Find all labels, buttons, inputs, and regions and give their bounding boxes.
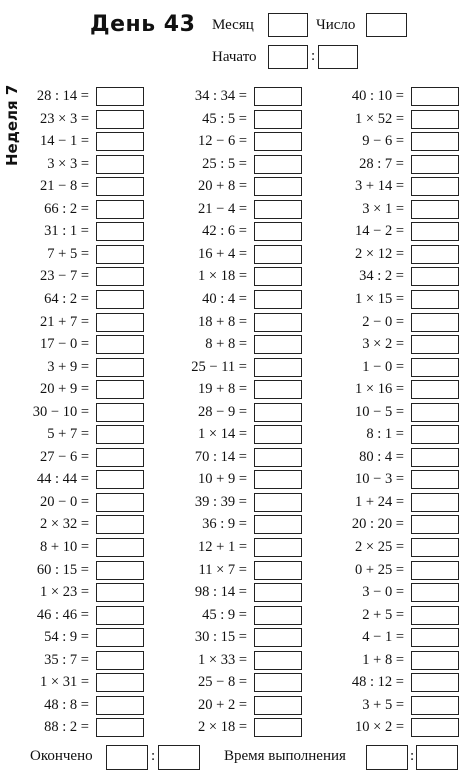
answer-box[interactable]	[411, 583, 459, 602]
problem-expression: 20 : 20 =	[351, 516, 404, 533]
answer-box[interactable]	[411, 132, 459, 151]
answer-box[interactable]	[411, 606, 459, 625]
problem-expression: 5 + 7 =	[47, 426, 89, 443]
answer-box[interactable]	[411, 651, 459, 670]
problem-expression: 48 : 8 =	[44, 696, 89, 713]
problem-expression: 70 : 14 =	[194, 448, 247, 465]
duration-minutes-field[interactable]	[416, 745, 458, 770]
answer-box[interactable]	[411, 87, 459, 106]
date-field[interactable]	[366, 13, 407, 37]
started-label: Начато	[212, 49, 257, 65]
problem-expression: 44 : 44 =	[36, 471, 89, 488]
answer-box[interactable]	[411, 673, 459, 692]
problem-expression: 1 × 52 =	[355, 110, 404, 127]
answer-box[interactable]	[96, 358, 144, 377]
answer-box[interactable]	[411, 290, 459, 309]
answer-box[interactable]	[254, 335, 302, 354]
answer-box[interactable]	[411, 222, 459, 241]
problem-expression: 3 + 5 =	[362, 696, 404, 713]
answer-box[interactable]	[254, 403, 302, 422]
answer-box[interactable]	[411, 313, 459, 332]
answer-box[interactable]	[254, 177, 302, 196]
problem-expression: 8 + 10 =	[40, 539, 89, 555]
problem-expression: 28 : 14 =	[36, 88, 89, 104]
problem-expression: 14 − 2 =	[355, 223, 404, 240]
problem-expression: 25 − 8 =	[198, 674, 247, 691]
answer-box[interactable]	[96, 583, 144, 602]
problem-expression: 1 × 18 =	[198, 268, 247, 285]
answer-box[interactable]	[411, 335, 459, 354]
problem-expression: 10 − 3 =	[355, 471, 404, 488]
problem-expression: 7 + 5 =	[47, 245, 89, 262]
answer-box[interactable]	[96, 335, 144, 354]
answer-box[interactable]	[96, 403, 144, 422]
month-label: Месяц	[212, 17, 254, 33]
answer-box[interactable]	[96, 313, 144, 332]
problem-expression: 60 : 15 =	[36, 561, 89, 578]
started-colon: :	[311, 48, 316, 64]
finished-hours-field[interactable]	[106, 745, 148, 770]
problem-expression: 2 × 12 =	[355, 245, 404, 262]
problem-expression: 3 + 14 =	[355, 178, 404, 195]
answer-box[interactable]	[411, 110, 459, 129]
problem-expression: 10 − 5 =	[355, 403, 404, 420]
problem-expression: 12 + 1 =	[198, 539, 247, 555]
answer-box[interactable]	[254, 313, 302, 332]
problem-expression: 66 : 2 =	[44, 200, 89, 217]
answer-box[interactable]	[411, 200, 459, 219]
problem-expression: 34 : 2 =	[359, 268, 404, 285]
problem-expression: 46 : 46 =	[36, 606, 89, 623]
problem-expression: 64 : 2 =	[44, 290, 89, 307]
answer-box[interactable]	[411, 718, 459, 737]
problem-expression: 88 : 2 =	[44, 719, 89, 736]
problem-expression: 2 + 5 =	[362, 606, 404, 623]
answer-box[interactable]	[411, 403, 459, 422]
date-label: Число	[316, 17, 356, 33]
answer-box[interactable]	[411, 628, 459, 647]
answer-box[interactable]	[254, 110, 302, 129]
problem-expression: 28 : 7 =	[359, 155, 404, 172]
problem-expression: 10 × 2 =	[355, 719, 404, 736]
answer-box[interactable]	[411, 493, 459, 512]
answer-box[interactable]	[254, 696, 302, 715]
problem-expression: 98 : 14 =	[194, 584, 247, 601]
duration-hours-field[interactable]	[366, 745, 408, 770]
answer-box[interactable]	[411, 380, 459, 399]
problem-expression: 3 × 2 =	[362, 336, 404, 353]
problem-expression: 23 − 7 =	[40, 268, 89, 285]
problem-expression: 40 : 10 =	[351, 88, 404, 104]
answer-box[interactable]	[411, 696, 459, 715]
problem-expression: 1 × 14 =	[198, 426, 247, 443]
problem-expression: 2 − 0 =	[362, 313, 404, 330]
answer-box[interactable]	[96, 673, 144, 692]
problem-expression: 36 : 9 =	[202, 516, 247, 533]
answer-box[interactable]	[254, 267, 302, 286]
finished-minutes-field[interactable]	[158, 745, 200, 770]
answer-box[interactable]	[254, 448, 302, 467]
problem-expression: 27 − 6 =	[40, 448, 89, 465]
answer-box[interactable]	[411, 358, 459, 377]
problem-expression: 20 + 8 =	[198, 178, 247, 195]
problem-expression: 19 + 8 =	[198, 381, 247, 398]
problem-expression: 21 − 4 =	[198, 200, 247, 217]
answer-box[interactable]	[411, 245, 459, 264]
problem-expression: 3 + 9 =	[47, 358, 89, 375]
problem-expression: 35 : 7 =	[44, 651, 89, 668]
problem-expression: 3 × 1 =	[362, 200, 404, 217]
answer-box[interactable]	[411, 155, 459, 174]
problem-expression: 28 − 9 =	[198, 403, 247, 420]
answer-box[interactable]	[254, 245, 302, 264]
problem-expression: 30 : 15 =	[194, 629, 247, 646]
problem-expression: 54 : 9 =	[44, 629, 89, 646]
answer-box[interactable]	[96, 132, 144, 151]
problem-expression: 20 − 0 =	[40, 493, 89, 510]
problem-expression: 1 × 16 =	[355, 381, 404, 398]
problem-expression: 40 : 4 =	[202, 290, 247, 307]
problem-expression: 3 − 0 =	[362, 584, 404, 601]
month-field[interactable]	[268, 13, 308, 37]
problem-expression: 20 + 9 =	[40, 381, 89, 398]
problem-expression: 34 : 34 =	[194, 88, 247, 104]
answer-box[interactable]	[96, 110, 144, 129]
problem-expression: 1 − 0 =	[362, 358, 404, 375]
answer-box[interactable]	[96, 222, 144, 241]
problem-expression: 45 : 5 =	[202, 110, 247, 127]
problem-expression: 1 × 15 =	[355, 290, 404, 307]
answer-box[interactable]	[411, 425, 459, 444]
answer-box[interactable]	[411, 515, 459, 534]
problem-expression: 2 × 18 =	[198, 719, 247, 736]
answer-box[interactable]	[96, 470, 144, 489]
answer-box[interactable]	[411, 470, 459, 489]
problem-expression: 8 : 1 =	[366, 426, 404, 443]
answer-box[interactable]	[254, 493, 302, 512]
answer-box[interactable]	[254, 651, 302, 670]
problem-expression: 16 + 4 =	[198, 245, 247, 262]
answer-box[interactable]	[96, 696, 144, 715]
problem-expression: 1 × 31 =	[40, 674, 89, 691]
answer-box[interactable]	[96, 200, 144, 219]
answer-box[interactable]	[96, 606, 144, 625]
answer-box[interactable]	[254, 538, 302, 557]
answer-box[interactable]	[96, 380, 144, 399]
problem-expression: 31 : 1 =	[44, 223, 89, 240]
answer-box[interactable]	[254, 470, 302, 489]
problem-expression: 17 − 0 =	[40, 336, 89, 353]
problem-expression: 12 − 6 =	[198, 133, 247, 150]
answer-box[interactable]	[254, 358, 302, 377]
answer-box[interactable]	[254, 87, 302, 106]
answer-box[interactable]	[96, 245, 144, 264]
problem-expression: 21 + 7 =	[40, 313, 89, 330]
answer-box[interactable]	[254, 515, 302, 534]
problem-expression: 45 : 9 =	[202, 606, 247, 623]
problem-expression: 42 : 6 =	[202, 223, 247, 240]
answer-box[interactable]	[254, 425, 302, 444]
answer-box[interactable]	[96, 651, 144, 670]
problem-expression: 80 : 4 =	[359, 448, 404, 465]
answer-box[interactable]	[96, 493, 144, 512]
answer-box[interactable]	[254, 561, 302, 580]
answer-box[interactable]	[411, 267, 459, 286]
answer-box[interactable]	[96, 628, 144, 647]
answer-box[interactable]	[96, 177, 144, 196]
answer-box[interactable]	[254, 380, 302, 399]
problem-expression: 2 × 25 =	[355, 539, 404, 555]
answer-box[interactable]	[411, 448, 459, 467]
problem-expression: 21 − 8 =	[40, 178, 89, 195]
answer-box[interactable]	[254, 290, 302, 309]
answer-box[interactable]	[96, 267, 144, 286]
answer-box[interactable]	[254, 718, 302, 737]
answer-box[interactable]	[96, 718, 144, 737]
answer-box[interactable]	[254, 132, 302, 151]
problem-expression: 1 + 24 =	[355, 493, 404, 510]
answer-box[interactable]	[254, 628, 302, 647]
answer-box[interactable]	[96, 425, 144, 444]
problem-expression: 8 + 8 =	[205, 336, 247, 353]
answer-box[interactable]	[254, 606, 302, 625]
answer-box[interactable]	[254, 200, 302, 219]
answer-box[interactable]	[254, 155, 302, 174]
answer-box[interactable]	[411, 177, 459, 196]
answer-box[interactable]	[254, 222, 302, 241]
finished-colon: :	[151, 748, 156, 764]
answer-box[interactable]	[96, 155, 144, 174]
answer-box[interactable]	[96, 561, 144, 580]
answer-box[interactable]	[96, 515, 144, 534]
problem-expression: 20 + 2 =	[198, 696, 247, 713]
answer-box[interactable]	[96, 448, 144, 467]
answer-box[interactable]	[254, 583, 302, 602]
started-minutes-field[interactable]	[318, 45, 358, 69]
problem-expression: 9 − 6 =	[362, 133, 404, 150]
answer-box[interactable]	[254, 673, 302, 692]
answer-box[interactable]	[411, 538, 459, 557]
problem-expression: 3 × 3 =	[47, 155, 89, 172]
answer-box[interactable]	[411, 561, 459, 580]
finished-label: Окончено	[30, 748, 93, 764]
problem-expression: 25 − 11 =	[191, 358, 247, 375]
problem-expression: 4 − 1 =	[362, 629, 404, 646]
problem-expression: 48 : 12 =	[351, 674, 404, 691]
answer-box[interactable]	[96, 87, 144, 106]
problem-expression: 1 + 8 =	[362, 651, 404, 668]
week-label-text: Неделя 7	[3, 84, 21, 166]
page-title: День 43	[90, 12, 196, 37]
problem-expression: 2 × 32 =	[40, 516, 89, 533]
problem-expression: 39 : 39 =	[194, 493, 247, 510]
answer-box[interactable]	[96, 290, 144, 309]
problem-expression: 10 + 9 =	[198, 471, 247, 488]
problem-expression: 11 × 7 =	[198, 561, 247, 578]
problem-expression: 30 − 10 =	[32, 403, 89, 420]
answer-box[interactable]	[96, 538, 144, 557]
problem-expression: 25 : 5 =	[202, 155, 247, 172]
problem-expression: 14 − 1 =	[40, 133, 89, 150]
problem-expression: 18 + 8 =	[198, 313, 247, 330]
problem-expression: 23 × 3 =	[40, 110, 89, 127]
problem-expression: 0 + 25 =	[355, 561, 404, 578]
duration-colon: :	[410, 748, 415, 764]
duration-label: Время выполнения	[224, 748, 346, 764]
problem-expression: 1 × 33 =	[198, 651, 247, 668]
started-hours-field[interactable]	[268, 45, 308, 69]
problem-expression: 1 × 23 =	[40, 584, 89, 601]
